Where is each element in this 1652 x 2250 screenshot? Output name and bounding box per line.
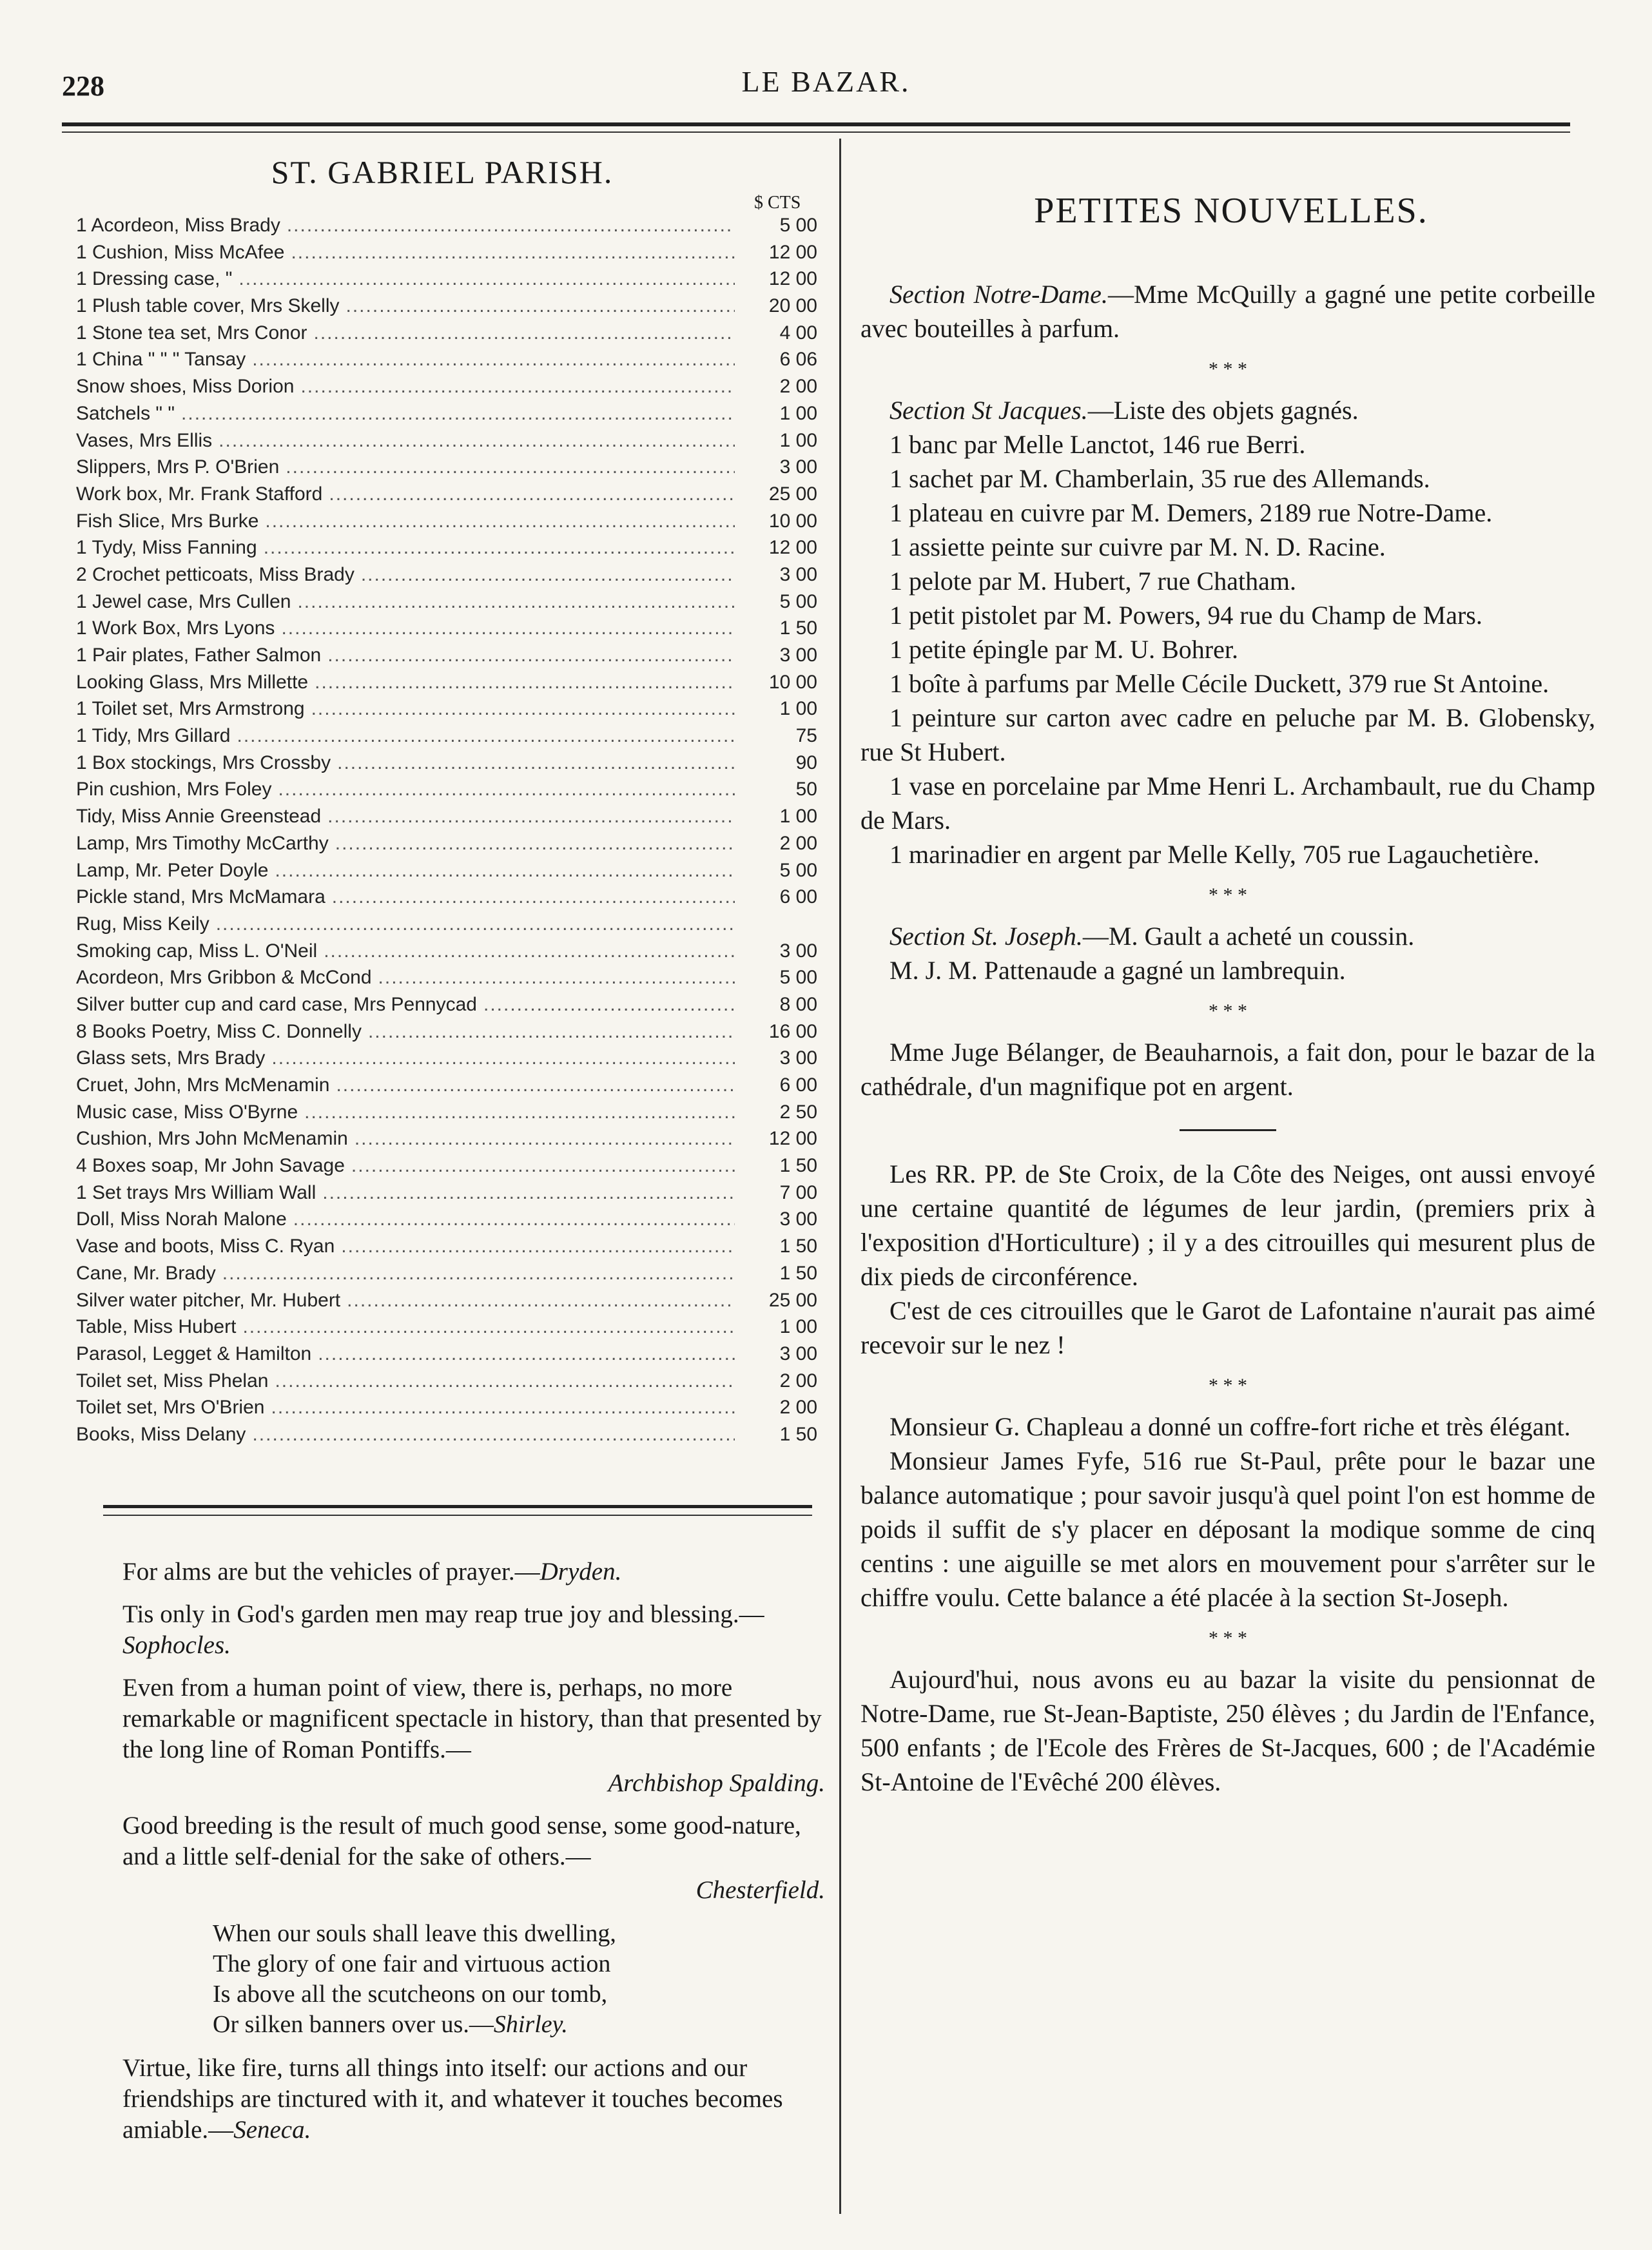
- table-row: [76, 1208, 817, 1236]
- asterism: * * *: [1209, 884, 1247, 906]
- item-amount: 2 00: [779, 1370, 817, 1392]
- leader-dots: [378, 967, 735, 989]
- item-label: 1 Toilet set, Mrs Armstrong: [76, 698, 305, 720]
- item-label: Silver butter cup and card case, Mrs Pennycad: [76, 993, 477, 1015]
- list-item: 1 petit pistolet par M. Powers, 94 rue du Champ de Mars.: [889, 601, 1482, 630]
- asterism: * * *: [1209, 1000, 1247, 1022]
- leader-dots: [297, 591, 735, 613]
- leader-dots: [222, 1263, 735, 1285]
- cts-label: CTS: [768, 193, 801, 213]
- leader-dots: [483, 994, 735, 1016]
- leader-dots: [242, 1316, 735, 1338]
- leader-dots: [293, 1208, 735, 1230]
- item-amount: 6 00: [779, 886, 817, 908]
- asterism: * * *: [1209, 358, 1247, 380]
- list-item: 1 peinture sur carton avec cadre en peluche par M. B. Globensky, rue St Hubert.: [860, 703, 1595, 766]
- table-row: [76, 779, 817, 806]
- leader-dots: [181, 403, 735, 425]
- item-amount: 1 00: [779, 1316, 817, 1338]
- news-garot: C'est de ces citrouilles que le Garot de Lafontaine n'aurait pas aimé recevoir sur le nez !: [860, 1296, 1595, 1359]
- item-label: Pickle stand, Mrs McMamara: [76, 886, 326, 908]
- item-label: Fish Slice, Mrs Burke: [76, 510, 259, 532]
- item-amount: 12 00: [768, 241, 817, 263]
- leader-dots: [327, 645, 735, 666]
- item-amount: 2 50: [779, 1101, 817, 1123]
- poem-line: When our souls shall leave this dwelling,: [213, 1920, 616, 1947]
- news-body: [860, 277, 1595, 1799]
- item-label: 1 China " " " Tansay: [76, 349, 246, 371]
- item-label: 2 Crochet petticoats, Miss Brady: [76, 563, 355, 585]
- section-label: Section St. Joseph.: [889, 922, 1083, 951]
- leader-dots: [315, 672, 735, 693]
- leader-dots: [265, 510, 735, 532]
- column-divider: [839, 139, 841, 2214]
- item-label: 1 Box stockings, Mrs Crossby: [76, 752, 331, 773]
- leader-dots: [341, 1236, 735, 1257]
- leader-dots: [324, 940, 735, 962]
- table-row: [76, 268, 817, 295]
- news-belanger: Mme Juge Bélanger, de Beauharnois, a fait don, pour le bazar de la cathédrale, d'un magnifique pot en argent.: [860, 1038, 1595, 1101]
- table-row: [76, 1128, 817, 1155]
- item-amount: 3 00: [779, 1208, 817, 1230]
- table-row: [76, 456, 817, 483]
- list-item: 1 assiette peinte sur cuivre par M. N. D. Racine.: [889, 532, 1386, 561]
- parish-item-list: [76, 215, 817, 1451]
- item-amount: 5 00: [779, 215, 817, 236]
- table-row: [76, 833, 817, 860]
- item-amount: 16 00: [768, 1020, 817, 1042]
- table-row: [76, 1155, 817, 1182]
- leader-dots: [347, 1290, 735, 1312]
- item-amount: 1 00: [779, 429, 817, 451]
- item-amount: 75: [795, 725, 817, 747]
- item-amount: 12 00: [768, 537, 817, 559]
- table-row: [76, 994, 817, 1021]
- news-visite: Aujourd'hui, nous avons eu au bazar la visite du pensionnat de Notre-Dame, rue St-Jean-Baptiste, 250 élèves ; du Jardin de l'Enfance, 500 enfants ; de l'Ecole des Frères de St-Jacques, 600 ; de l'Académie St-Antoine de l'Evêché 200 élèves.: [860, 1665, 1595, 1796]
- item-label: 1 Pair plates, Father Salmon: [76, 645, 322, 666]
- item-amount: 12 00: [768, 1128, 817, 1150]
- news-ste-croix: Les RR. PP. de Ste Croix, de la Côte des Neiges, ont aussi envoyé une certaine quantité de légumes de leur jardin, (premiers prix à l'exposition d'Horticulture) ; il y a des citrouilles qui mesurent plus de dix pieds de circonférence.: [860, 1159, 1595, 1291]
- leader-dots: [351, 1155, 735, 1177]
- item-amount: 1 00: [779, 402, 817, 424]
- item-amount: 1 50: [779, 1423, 817, 1445]
- item-label: Pin cushion, Mrs Foley: [76, 779, 272, 800]
- item-amount: 5 00: [779, 590, 817, 612]
- table-row: [76, 1370, 817, 1397]
- leader-dots: [318, 1343, 735, 1365]
- poem-line: The glory of one fair and virtuous action: [213, 1950, 611, 1977]
- leader-dots: [281, 617, 735, 639]
- item-amount: 2 00: [779, 376, 817, 398]
- item-amount: 2 00: [779, 1397, 817, 1419]
- table-row: [76, 510, 817, 538]
- item-amount: 3 00: [779, 940, 817, 962]
- item-label: Cane, Mr. Brady: [76, 1262, 216, 1284]
- list-item: 1 marinadier en argent par Melle Kelly, 705 rue Lagauchetière.: [889, 840, 1540, 869]
- quote-author: Shirley.: [493, 2011, 568, 2038]
- parish-title: ST. GABRIEL PARISH.: [271, 154, 614, 190]
- table-row: [76, 645, 817, 672]
- leader-dots: [216, 913, 735, 935]
- item-label: 1 Plush table cover, Mrs Skelly: [76, 295, 340, 317]
- leader-dots: [311, 698, 735, 720]
- item-amount: 10 00: [768, 510, 817, 532]
- item-label: Slippers, Mrs P. O'Brien: [76, 456, 280, 478]
- running-head: LE BAZAR.: [741, 65, 911, 98]
- item-amount: 25 00: [768, 1289, 817, 1311]
- header-rule-thin: [62, 131, 1570, 133]
- quote-dryden: For alms are but the vehicles of prayer.—Dryden.: [122, 1558, 622, 1586]
- table-row: [76, 1101, 817, 1129]
- item-label: Music case, Miss O'Byrne: [76, 1101, 298, 1123]
- item-amount: 1 50: [779, 617, 817, 639]
- item-amount: 1 00: [779, 806, 817, 828]
- quote-author: Dryden.: [539, 1558, 622, 1586]
- item-amount: 1 50: [779, 1155, 817, 1177]
- item-label: 8 Books Poetry, Miss C. Donnelly: [76, 1020, 362, 1042]
- leader-dots: [361, 564, 735, 586]
- item-amount: 1 00: [779, 698, 817, 720]
- table-row: [76, 591, 817, 618]
- table-row: [76, 322, 817, 349]
- item-label: Cushion, Mrs John McMenamin: [76, 1128, 348, 1150]
- quote-author: Seneca.: [233, 2116, 311, 2144]
- item-label: Toilet set, Miss Phelan: [76, 1370, 269, 1392]
- quotes-section: [122, 1557, 825, 2157]
- leader-dots: [275, 1370, 735, 1392]
- table-row: [76, 537, 817, 564]
- leader-dots: [304, 1101, 735, 1123]
- leader-dots: [252, 1424, 735, 1446]
- list-item: 1 boîte à parfums par Melle Cécile Duckett, 379 rue St Antoine.: [889, 669, 1550, 698]
- item-amount: 2 00: [779, 832, 817, 854]
- item-label: Glass sets, Mrs Brady: [76, 1047, 266, 1069]
- table-row: [76, 752, 817, 779]
- leader-dots: [252, 349, 735, 371]
- item-amount: 90: [795, 752, 817, 773]
- table-row: [76, 1343, 817, 1370]
- page-number: 228: [62, 70, 104, 102]
- amount-header: [754, 193, 801, 213]
- table-row: [76, 1424, 817, 1451]
- item-label: 1 Cushion, Miss McAfee: [76, 241, 285, 263]
- item-amount: 5 00: [779, 859, 817, 881]
- item-label: Parasol, Legget & Hamilton: [76, 1343, 312, 1364]
- item-amount: 1 50: [779, 1236, 817, 1257]
- leader-dots: [314, 322, 735, 344]
- item-amount: 6 00: [779, 1074, 817, 1096]
- leader-dots: [287, 215, 735, 237]
- leader-dots: [368, 1021, 735, 1043]
- table-row: [76, 215, 817, 242]
- item-amount: 25 00: [768, 483, 817, 505]
- leader-dots: [335, 833, 735, 855]
- item-amount: 50: [795, 779, 817, 800]
- section-label: Section St Jacques.: [889, 396, 1088, 425]
- table-row: [76, 617, 817, 645]
- quote-spalding: Even from a human point of view, there is, perhaps, no more remarkable or magnificent spectacle in history, than that presented by the long line of Roman Pontiffs.— Archbishop Spalding.: [122, 1673, 825, 1799]
- quote-author: Archbishop Spalding.: [608, 1769, 825, 1797]
- item-label: Vases, Mrs Ellis: [76, 429, 213, 451]
- item-amount: 6 06: [779, 349, 817, 371]
- item-label: Vase and boots, Miss C. Ryan: [76, 1236, 335, 1257]
- leader-dots: [219, 430, 735, 452]
- asterism: * * *: [1209, 1375, 1247, 1396]
- item-label: Table, Miss Hubert: [76, 1316, 237, 1338]
- table-row: [76, 295, 817, 322]
- item-amount: 3 00: [779, 456, 817, 478]
- leader-dots: [322, 1182, 735, 1204]
- table-row: [76, 1263, 817, 1290]
- item-label: Lamp, Mr. Peter Doyle: [76, 859, 269, 881]
- news-st-joseph: Section St. Joseph.—M. Gault a acheté un coussin.: [889, 922, 1415, 951]
- table-row: [76, 430, 817, 457]
- table-row: [76, 376, 817, 403]
- list-item: 1 sachet par M. Chamberlain, 35 rue des Allemands.: [889, 464, 1430, 493]
- table-row: [76, 1316, 817, 1343]
- table-row: [76, 349, 817, 376]
- item-amount: 3 00: [779, 1047, 817, 1069]
- item-amount: 4 00: [779, 322, 817, 344]
- item-label: Books, Miss Delany: [76, 1423, 246, 1445]
- quote-author: Chesterfield.: [695, 1876, 825, 1904]
- short-rule: [1180, 1129, 1276, 1131]
- section-rule-thin: [103, 1515, 812, 1516]
- item-label: Looking Glass, Mrs Millette: [76, 671, 309, 693]
- table-row: [76, 806, 817, 833]
- quote-chesterfield: Good breeding is the result of much good sense, some good-nature, and a little self-denial for the sake of others.— Chesterfield.: [122, 1810, 825, 1906]
- leader-dots: [286, 456, 735, 478]
- item-label: Toilet set, Mrs O'Brien: [76, 1397, 265, 1419]
- quote-seneca: Virtue, like fire, turns all things into itself: our actions and our friendships are tinctured with it, and whatever it touches becomes amiable.—Seneca.: [122, 2054, 783, 2144]
- leader-dots: [237, 725, 735, 747]
- item-amount: 5 00: [779, 967, 817, 989]
- leader-dots: [278, 779, 735, 800]
- item-label: 1 Stone tea set, Mrs Conor: [76, 322, 307, 344]
- item-amount: 8 00: [779, 993, 817, 1015]
- leader-dots: [238, 268, 735, 290]
- poem-line: Or silken banners over us.—: [213, 2011, 494, 2038]
- item-amount: 20 00: [768, 295, 817, 317]
- table-row: [76, 242, 817, 269]
- table-row: [76, 1047, 817, 1074]
- item-label: Doll, Miss Norah Malone: [76, 1208, 287, 1230]
- section-label: Section Notre-Dame.: [889, 280, 1108, 309]
- item-label: Tidy, Miss Annie Greenstead: [76, 806, 322, 828]
- dollar-sign: $: [754, 193, 763, 213]
- news-title: PETITES NOUVELLES.: [1034, 191, 1428, 231]
- leader-dots: [332, 886, 735, 908]
- item-amount: 12 00: [768, 268, 817, 290]
- item-label: Satchels " ": [76, 402, 175, 424]
- list-item: 1 vase en porcelaine par Mme Henri L. Archambault, rue du Champ de Mars.: [860, 771, 1595, 835]
- news-fyfe: Monsieur James Fyfe, 516 rue St-Paul, prête pour le bazar une balance automatique ; pour savoir jusqu'à quel point l'on est homme de poids il suffit de s'y placer en déposant la modique somme de cinq centins : une aiguille se met alors en mouvement pour s'arrêter sur le chiffre voulu. Cette balance a été placée à la section St-Joseph.: [860, 1446, 1595, 1612]
- item-label: 1 Tidy, Mrs Gillard: [76, 725, 231, 747]
- table-row: [76, 698, 817, 725]
- item-label: Snow shoes, Miss Dorion: [76, 376, 295, 398]
- leader-dots: [264, 537, 735, 559]
- news-st-jacques: Section St Jacques.—Liste des objets gagnés.: [889, 396, 1359, 425]
- item-label: 1 Acordeon, Miss Brady: [76, 215, 280, 236]
- leader-dots: [291, 242, 735, 264]
- item-amount: 1 50: [779, 1262, 817, 1284]
- table-row: [76, 860, 817, 887]
- list-item: 1 petite épingle par M. U. Bohrer.: [889, 635, 1238, 664]
- table-row: [76, 886, 817, 913]
- item-label: 1 Jewel case, Mrs Cullen: [76, 590, 291, 612]
- news-chapleau: Monsieur G. Chapleau a donné un coffre-fort riche et très élégant.: [889, 1412, 1571, 1441]
- item-label: Rug, Miss Keily: [76, 913, 209, 935]
- list-item: 1 banc par Melle Lanctot, 146 rue Berri.: [889, 430, 1306, 459]
- table-row: [76, 1397, 817, 1424]
- list-item: 1 pelote par M. Hubert, 7 rue Chatham.: [889, 567, 1296, 596]
- item-label: Work box, Mr. Frank Stafford: [76, 483, 323, 505]
- poem-line: Is above all the scutcheons on our tomb,: [213, 1981, 608, 2008]
- item-amount: 3 00: [779, 1343, 817, 1364]
- item-label: 4 Boxes soap, Mr John Savage: [76, 1155, 345, 1177]
- leader-dots: [336, 1074, 735, 1096]
- table-row: [76, 403, 817, 430]
- poem-shirley: [213, 1919, 825, 2040]
- asterism: * * *: [1209, 1627, 1247, 1649]
- table-row: [76, 564, 817, 591]
- table-row: [76, 967, 817, 994]
- leader-dots: [327, 806, 735, 828]
- section-rule-thick: [103, 1505, 812, 1508]
- leader-dots: [300, 376, 735, 398]
- table-row: [76, 672, 817, 699]
- quote-sophocles: Tis only in God's garden men may reap true joy and blessing.—Sophocles.: [122, 1600, 764, 1659]
- item-label: Acordeon, Mrs Gribbon & McCond: [76, 967, 372, 989]
- header-rule-thick: [62, 122, 1570, 126]
- news-pattenaude: M. J. M. Pattenaude a gagné un lambrequin.: [889, 956, 1346, 985]
- item-label: 1 Dressing case, ": [76, 268, 233, 290]
- leader-dots: [271, 1397, 735, 1419]
- table-row: [76, 483, 817, 510]
- table-row: [76, 1290, 817, 1317]
- item-amount: 7 00: [779, 1181, 817, 1203]
- quote-author: Sophocles.: [122, 1631, 231, 1659]
- leader-dots: [355, 1128, 735, 1150]
- table-row: [76, 1074, 817, 1101]
- table-row: [76, 1021, 817, 1048]
- table-row: [76, 1182, 817, 1209]
- list-item: 1 plateau en cuivre par M. Demers, 2189 rue Notre-Dame.: [889, 498, 1493, 527]
- item-label: 1 Tydy, Miss Fanning: [76, 537, 257, 559]
- table-row: [76, 913, 817, 940]
- table-row: [76, 1236, 817, 1263]
- item-label: 1 Work Box, Mrs Lyons: [76, 617, 275, 639]
- item-label: Silver water pitcher, Mr. Hubert: [76, 1289, 341, 1311]
- leader-dots: [275, 860, 735, 882]
- news-notre-dame: Section Notre-Dame.—Mme McQuilly a gagné une petite corbeille avec bouteilles à parfum.: [860, 280, 1596, 343]
- item-label: Lamp, Mrs Timothy McCarthy: [76, 832, 329, 854]
- leader-dots: [337, 752, 735, 774]
- item-amount: 3 00: [779, 645, 817, 666]
- item-amount: 10 00: [768, 671, 817, 693]
- item-label: Smoking cap, Miss L. O'Neil: [76, 940, 318, 962]
- item-label: Cruet, John, Mrs McMenamin: [76, 1074, 330, 1096]
- leader-dots: [329, 483, 735, 505]
- item-amount: 3 00: [779, 563, 817, 585]
- table-row: [76, 725, 817, 752]
- leader-dots: [271, 1047, 735, 1069]
- table-row: [76, 940, 817, 967]
- leader-dots: [346, 295, 735, 317]
- item-label: 1 Set trays Mrs William Wall: [76, 1181, 316, 1203]
